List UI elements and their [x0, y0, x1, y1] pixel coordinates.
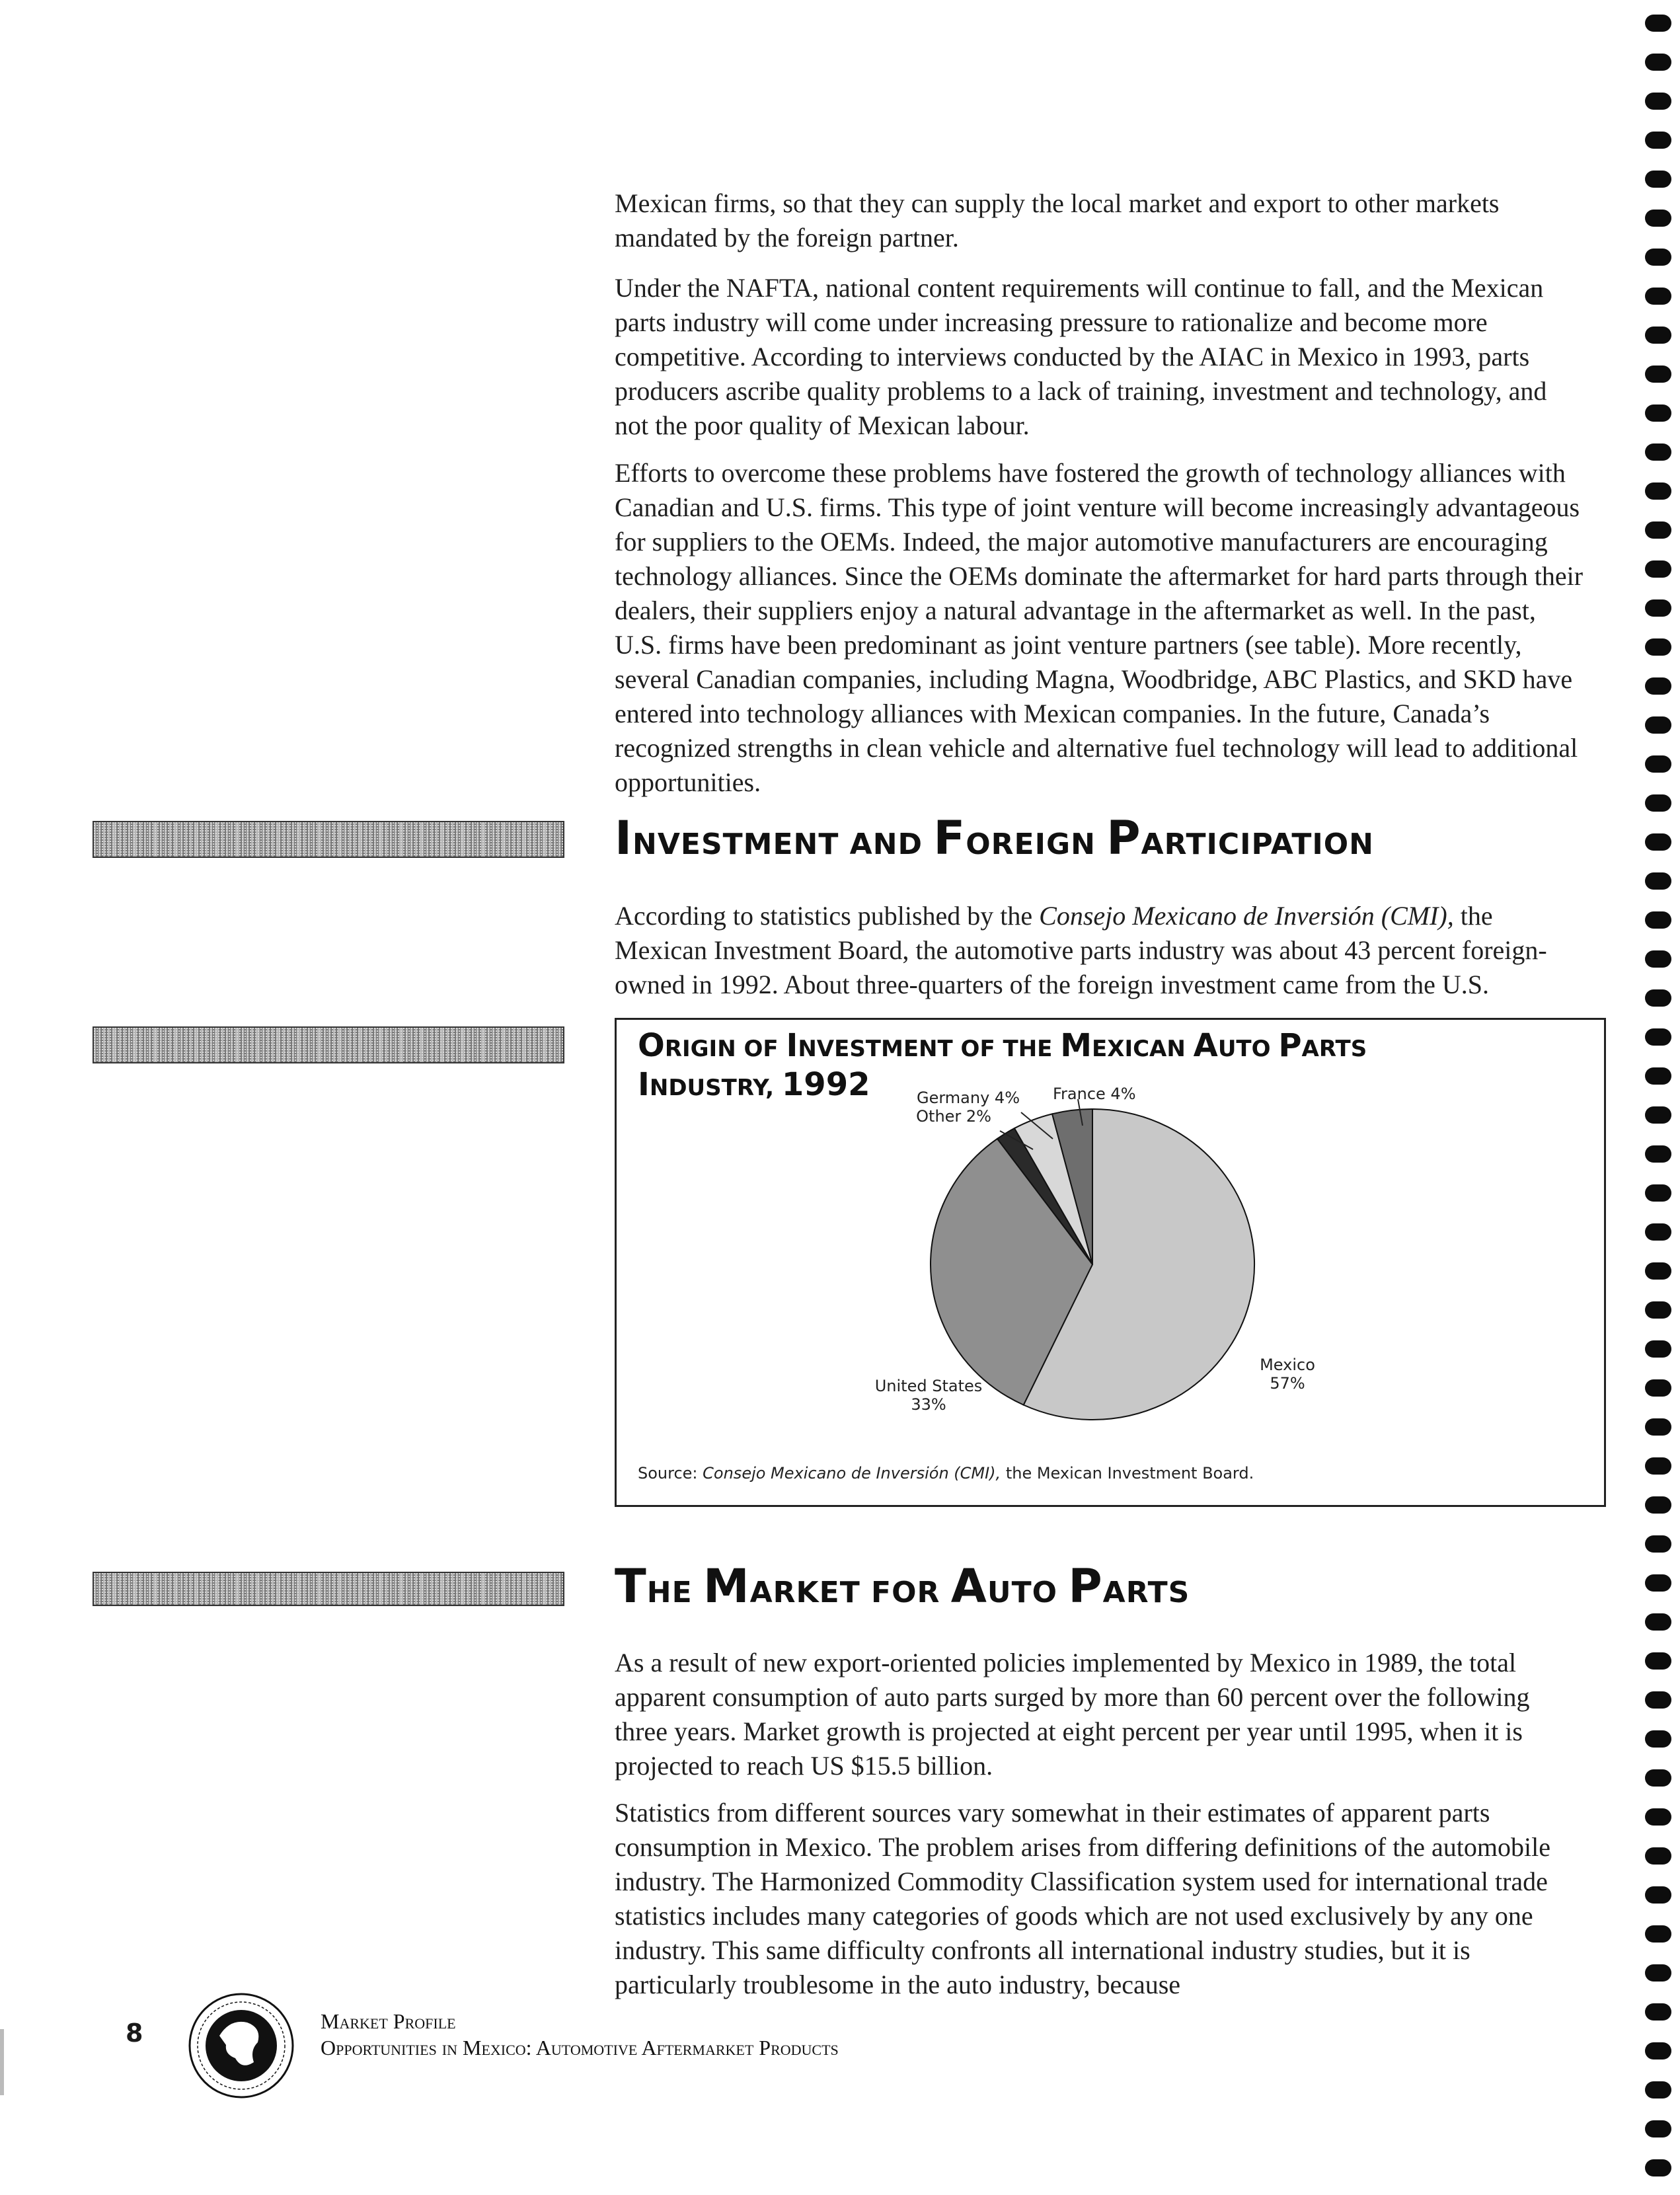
- heading-market-cap-3: P: [1068, 1559, 1103, 1613]
- binder-hole: [1645, 872, 1671, 890]
- binder-hole: [1645, 1262, 1671, 1280]
- binder-hole: [1645, 366, 1671, 383]
- binder-hole: [1645, 1145, 1671, 1163]
- binder-hole: [1645, 1340, 1671, 1358]
- heading-investment-cap-0: I: [615, 811, 633, 865]
- binder-hole: [1645, 132, 1671, 149]
- pie-label-mexico-name: Mexico: [1260, 1356, 1315, 1374]
- chart-title-line1-word-0: RIGIN OF: [664, 1036, 786, 1062]
- pie-label-france: France 4%: [1053, 1085, 1136, 1103]
- footer-publication-title: Opportunities in Mexico: Automotive Aftermarket Products: [321, 2036, 839, 2060]
- section-marker-bar: [93, 1572, 564, 1606]
- binder-hole: [1645, 2081, 1671, 2099]
- binder-hole: [1645, 210, 1671, 227]
- pie-label-other: Other 2%: [916, 1107, 991, 1126]
- binder-hole: [1645, 1964, 1671, 1982]
- chart-source-prefix: Source:: [638, 1464, 703, 1483]
- paragraph-cmi-end: the Mexican Investment Board, the automotive parts industry was about 43 percent foreign-owned in 1992. About three-quarters of the foreign investment came from the U.S.: [615, 901, 1547, 999]
- heading-investment-cap-1: F: [933, 811, 966, 865]
- paragraph-cmi: [615, 899, 1586, 1002]
- binder-hole: [1645, 521, 1671, 539]
- binder-holes: [1642, 0, 1675, 2195]
- paragraph-statistics: Statistics from different sources vary somewhat in their estimates of apparent parts consumption in Mexico. The problem arises from differing definitions of the automobile industry. The Harmonized Commodity Classification system used for international trade statistics includes many categories of goods which are not used exclusively by any one industry. This same difficulty confronts all international industry studies, but it is particularly troublesome in the auto industry, because: [615, 1798, 1551, 1999]
- chart-title-line1-cap-3: A: [1193, 1027, 1218, 1064]
- chart-source-italic: Consejo Mexicano de Inversión (CMI),: [703, 1464, 1001, 1483]
- binder-hole: [1645, 288, 1671, 305]
- paragraph-alliances: Efforts to overcome these problems have fostered the growth of technology alliances with Canadian and U.S. firms. This type of joint venture will become increasingly advantageous for suppliers to the OEMs. Indeed, the major automotive manufacturers are encouraging technology alliances. Since the OEMs dominate the aftermarket for hard parts through their dealers, their suppliers enjoy a natural advantage in the aftermarket as well. In the past, U.S. firms have been predominant as joint venture partners (see table). More recently, several Canadian companies, including Magna, Woodbridge, ABC Plastics, and SKD have entered into technology alliances with Mexican companies. In the future, Canada’s recognized strengths in clean vehicle and alternative fuel technology will lead to additional opportunities.: [615, 458, 1584, 797]
- heading-investment-word-0: NVESTMENT AND: [632, 828, 934, 861]
- chart-title-line1-word-4: ARTS: [1301, 1036, 1367, 1062]
- binder-hole: [1645, 1301, 1671, 1319]
- heading-investment: [615, 812, 1593, 871]
- binder-hole: [1645, 2159, 1671, 2176]
- chart-title-line2-cap-0: I: [638, 1066, 650, 1103]
- binder-hole: [1645, 1184, 1671, 1202]
- binder-hole: [1645, 1808, 1671, 1826]
- binder-hole: [1645, 1613, 1671, 1631]
- binder-hole: [1645, 560, 1671, 578]
- pie-label-us-pct: 33%: [911, 1395, 946, 1414]
- heading-market-word-1: ARKET FOR: [749, 1576, 951, 1609]
- paragraph-intro: Mexican firms, so that they can supply the local market and export to other markets mandated by the foreign partner.: [615, 188, 1500, 252]
- footer-market-profile: Market Profile: [321, 2009, 456, 2033]
- binder-hole: [1645, 1769, 1671, 1787]
- pie-label-germany: Germany 4%: [916, 1089, 1020, 1107]
- pie-slices: [931, 1109, 1254, 1420]
- binder-hole: [1645, 1535, 1671, 1553]
- binder-hole: [1645, 2003, 1671, 2021]
- chart-title-line1-word-3: UTO: [1217, 1036, 1279, 1062]
- section-marker-bar: [93, 821, 564, 858]
- paragraph-consumption: As a result of new export-oriented policies implemented by Mexico in 1989, the total apparent consumption of auto parts surged by more than 60 percent over the following three years. Market growth is projected at eight percent per year until 1995, when it is projected to reach US $15.5 billion.: [615, 1648, 1530, 1781]
- binder-hole: [1645, 1067, 1671, 1085]
- binder-hole: [1645, 1379, 1671, 1397]
- binder-hole: [1645, 1457, 1671, 1475]
- paragraph-cmi-source-name: Consejo Mexicano de Inversión (CMI),: [1039, 901, 1454, 931]
- heading-investment-word-2: ARTICIPATION: [1141, 828, 1374, 861]
- binder-hole: [1645, 404, 1671, 422]
- chart-title-line1-word-2: EXICAN: [1092, 1036, 1194, 1062]
- binder-hole: [1645, 1418, 1671, 1436]
- heading-market-cap-2: A: [950, 1559, 987, 1613]
- binder-hole: [1645, 2120, 1671, 2137]
- binder-hole: [1645, 599, 1671, 617]
- left-edge-mark: [0, 2029, 4, 2095]
- binder-hole: [1645, 1730, 1671, 1748]
- chart-source: [638, 1464, 1589, 1483]
- binder-hole: [1645, 794, 1671, 812]
- pie-label-us-name: United States: [874, 1377, 983, 1395]
- paragraph-cmi-start: According to statistics published by the: [615, 901, 1040, 931]
- pie-chart-figure: [615, 1018, 1606, 1507]
- binder-hole: [1645, 327, 1671, 344]
- chart-title-line1-cap-4: P: [1278, 1027, 1302, 1064]
- heading-market-word-0: HE: [646, 1576, 703, 1609]
- binder-hole: [1645, 171, 1671, 188]
- chart-title-line2-cap-1: 1992: [781, 1066, 870, 1103]
- chart-title-line1-word-1: NVESTMENT OF THE: [798, 1036, 1061, 1062]
- heading-market: [615, 1560, 1593, 1619]
- binder-hole: [1645, 1691, 1671, 1709]
- chart-title-line1-cap-2: M: [1060, 1027, 1092, 1064]
- binder-hole: [1645, 1652, 1671, 1670]
- binder-hole: [1645, 716, 1671, 734]
- binder-hole: [1645, 638, 1671, 656]
- binder-hole: [1645, 1925, 1671, 1943]
- heading-market-word-2: UTO: [987, 1576, 1069, 1609]
- section-marker-bar: [93, 1026, 564, 1063]
- binder-hole: [1645, 15, 1671, 32]
- binder-hole: [1645, 482, 1671, 500]
- binder-hole: [1645, 1886, 1671, 1904]
- page-number: 8: [126, 2019, 143, 2048]
- heading-market-cap-1: M: [703, 1559, 750, 1613]
- heading-investment-cap-2: P: [1106, 811, 1141, 865]
- heading-market-word-3: ARTS: [1102, 1576, 1190, 1609]
- pie-chart: [617, 1020, 1604, 1505]
- binder-hole: [1645, 911, 1671, 929]
- chart-title-line2-word-0: NDUSTRY,: [649, 1075, 782, 1101]
- binder-hole: [1645, 833, 1671, 851]
- chart-title-line1-cap-1: I: [786, 1027, 798, 1064]
- binder-hole: [1645, 2042, 1671, 2060]
- binder-hole: [1645, 950, 1671, 968]
- binder-hole: [1645, 989, 1671, 1007]
- chart-source-suffix: the Mexican Investment Board.: [1001, 1464, 1254, 1483]
- binder-hole: [1645, 249, 1671, 266]
- heading-investment-word-1: OREIGN: [966, 828, 1107, 861]
- pie-label-mexico-pct: 57%: [1270, 1374, 1305, 1393]
- north-america-globe-seal-icon: [178, 1989, 304, 2102]
- binder-hole: [1645, 93, 1671, 110]
- heading-market-cap-0: T: [615, 1559, 647, 1613]
- binder-hole: [1645, 677, 1671, 695]
- chart-title-line1-cap-0: O: [638, 1027, 665, 1064]
- binder-hole: [1645, 443, 1671, 461]
- paragraph-nafta: Under the NAFTA, national content requirements will continue to fall, and the Mexican parts industry will come under increasing pressure to rationalize and become more competitive. According to interviews conducted by the AIAC in Mexico in 1993, parts producers ascribe quality problems to a lack of training, investment and technology, and not the poor quality of Mexican labour.: [615, 273, 1547, 440]
- binder-hole: [1645, 755, 1671, 773]
- binder-hole: [1645, 1574, 1671, 1592]
- binder-hole: [1645, 1223, 1671, 1241]
- binder-hole: [1645, 1496, 1671, 1514]
- binder-hole: [1645, 1106, 1671, 1124]
- binder-hole: [1645, 1028, 1671, 1046]
- binder-hole: [1645, 54, 1671, 71]
- binder-hole: [1645, 1847, 1671, 1865]
